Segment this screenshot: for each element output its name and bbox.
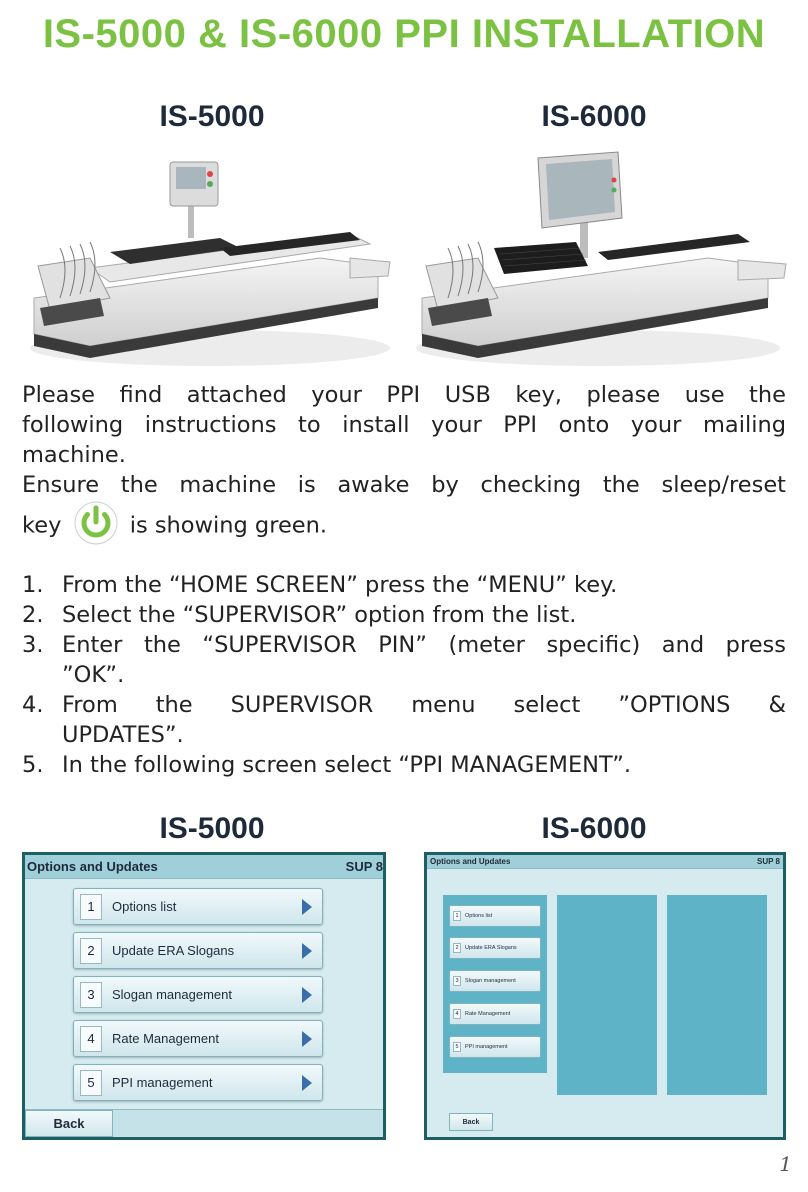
intro-line-4: Ensure the machine is awake by checking the sleep/reset bbox=[22, 472, 786, 498]
menu-item-label: Options list bbox=[112, 899, 177, 914]
menu-item-label: Rate Management bbox=[112, 1031, 219, 1046]
model-label-is5000: IS-5000 bbox=[159, 100, 265, 133]
back-button[interactable]: Back bbox=[449, 1113, 493, 1131]
screen-label-is6000: IS-6000 bbox=[541, 812, 647, 845]
is6000-options-screen bbox=[424, 852, 786, 1140]
is5000-machine-image bbox=[20, 148, 392, 370]
is5000-options-screen bbox=[22, 852, 386, 1140]
menu-item-number: 1 bbox=[453, 911, 461, 921]
menu-item-options-list[interactable] bbox=[449, 905, 541, 927]
menu-item-label: Options list bbox=[465, 913, 493, 919]
chevron-right-icon bbox=[302, 899, 312, 915]
menu-item-number: 1 bbox=[80, 894, 102, 920]
step-text: Select the “SUPERVISOR” option from the list. bbox=[62, 602, 577, 628]
menu-item-label: Update ERA Slogans bbox=[465, 945, 517, 951]
menu-item-label: Slogan management bbox=[112, 987, 232, 1002]
screen-header-code: SUP 8 bbox=[757, 857, 780, 866]
step-text: From the SUPERVISOR menu select ”OPTIONS & bbox=[62, 692, 786, 718]
step-item bbox=[22, 600, 786, 630]
step-item bbox=[22, 630, 786, 690]
intro-line-3: machine. bbox=[22, 442, 126, 468]
back-button[interactable]: Back bbox=[25, 1110, 113, 1137]
model-label-is6000: IS-6000 bbox=[541, 100, 647, 133]
menu-item-update-era-slogans[interactable] bbox=[449, 937, 541, 959]
power-icon bbox=[73, 500, 119, 546]
step-number: 1. bbox=[22, 572, 44, 598]
instruction-steps bbox=[22, 570, 786, 780]
step-text-cont: UPDATES”. bbox=[62, 722, 184, 748]
menu-item-label: Rate Management bbox=[465, 1011, 511, 1017]
screen-header bbox=[427, 855, 783, 869]
screen-header-code: SUP 8 bbox=[345, 859, 383, 874]
menu-item-label: PPI management bbox=[112, 1075, 213, 1090]
menu-item-slogan-management[interactable] bbox=[449, 970, 541, 992]
intro-paragraph bbox=[22, 380, 786, 552]
menu-item-label: PPI management bbox=[465, 1044, 508, 1050]
menu-item-number: 3 bbox=[80, 982, 102, 1008]
step-text: From the “HOME SCREEN” press the “MENU” key. bbox=[62, 572, 618, 598]
step-text: Enter the “SUPERVISOR PIN” (meter specific) and press bbox=[62, 632, 786, 658]
screen-label-is5000: IS-5000 bbox=[159, 812, 265, 845]
intro-line-5 bbox=[22, 500, 786, 552]
step-number: 2. bbox=[22, 602, 44, 628]
menu-item-number: 2 bbox=[80, 938, 102, 964]
intro-key-text: key bbox=[22, 512, 62, 539]
screen-header-title: Options and Updates bbox=[27, 859, 158, 874]
menu-item-number: 4 bbox=[453, 1009, 461, 1019]
screen-header-title: Options and Updates bbox=[430, 857, 511, 866]
menu-item-number: 4 bbox=[80, 1026, 102, 1052]
is6000-machine-image bbox=[408, 148, 788, 370]
content-panel-right bbox=[667, 895, 767, 1095]
intro-line-1: Please find attached your PPI USB key, please use the bbox=[22, 382, 786, 408]
step-item bbox=[22, 750, 786, 780]
menu-item-label: Update ERA Slogans bbox=[112, 943, 235, 958]
menu-item-rate-management[interactable] bbox=[449, 1003, 541, 1025]
menu-item-ppi-management[interactable] bbox=[73, 1064, 323, 1101]
step-number: 4. bbox=[22, 692, 44, 718]
screen-header bbox=[25, 855, 383, 879]
menu-item-number: 2 bbox=[453, 943, 461, 953]
chevron-right-icon bbox=[302, 943, 312, 959]
menu-panel bbox=[443, 895, 547, 1073]
menu-item-slogan-management[interactable] bbox=[73, 976, 323, 1013]
menu-item-label: Slogan management bbox=[465, 978, 516, 984]
content-panel-middle bbox=[557, 895, 657, 1095]
menu-item-rate-management[interactable] bbox=[73, 1020, 323, 1057]
page-title: IS-5000 & IS-6000 PPI INSTALLATION bbox=[42, 12, 766, 56]
chevron-right-icon bbox=[302, 987, 312, 1003]
menu-item-update-era-slogans[interactable] bbox=[73, 932, 323, 969]
menu-item-number: 3 bbox=[453, 976, 461, 986]
chevron-right-icon bbox=[302, 1075, 312, 1091]
page-number: 1 bbox=[779, 1152, 792, 1176]
step-number: 3. bbox=[22, 632, 44, 658]
step-item bbox=[22, 690, 786, 750]
menu-item-number: 5 bbox=[80, 1070, 102, 1096]
chevron-right-icon bbox=[302, 1031, 312, 1047]
intro-line-2: following instructions to install your PPI onto your mailing bbox=[22, 412, 786, 438]
step-text: In the following screen select “PPI MANAGEMENT”. bbox=[62, 752, 632, 778]
step-item bbox=[22, 570, 786, 600]
step-number: 5. bbox=[22, 752, 44, 778]
menu-item-number: 5 bbox=[453, 1042, 461, 1052]
step-text-cont: ”OK”. bbox=[62, 662, 125, 688]
menu-item-options-list[interactable] bbox=[73, 888, 323, 925]
intro-green-text: is showing green. bbox=[129, 512, 328, 539]
menu-item-ppi-management[interactable] bbox=[449, 1036, 541, 1058]
